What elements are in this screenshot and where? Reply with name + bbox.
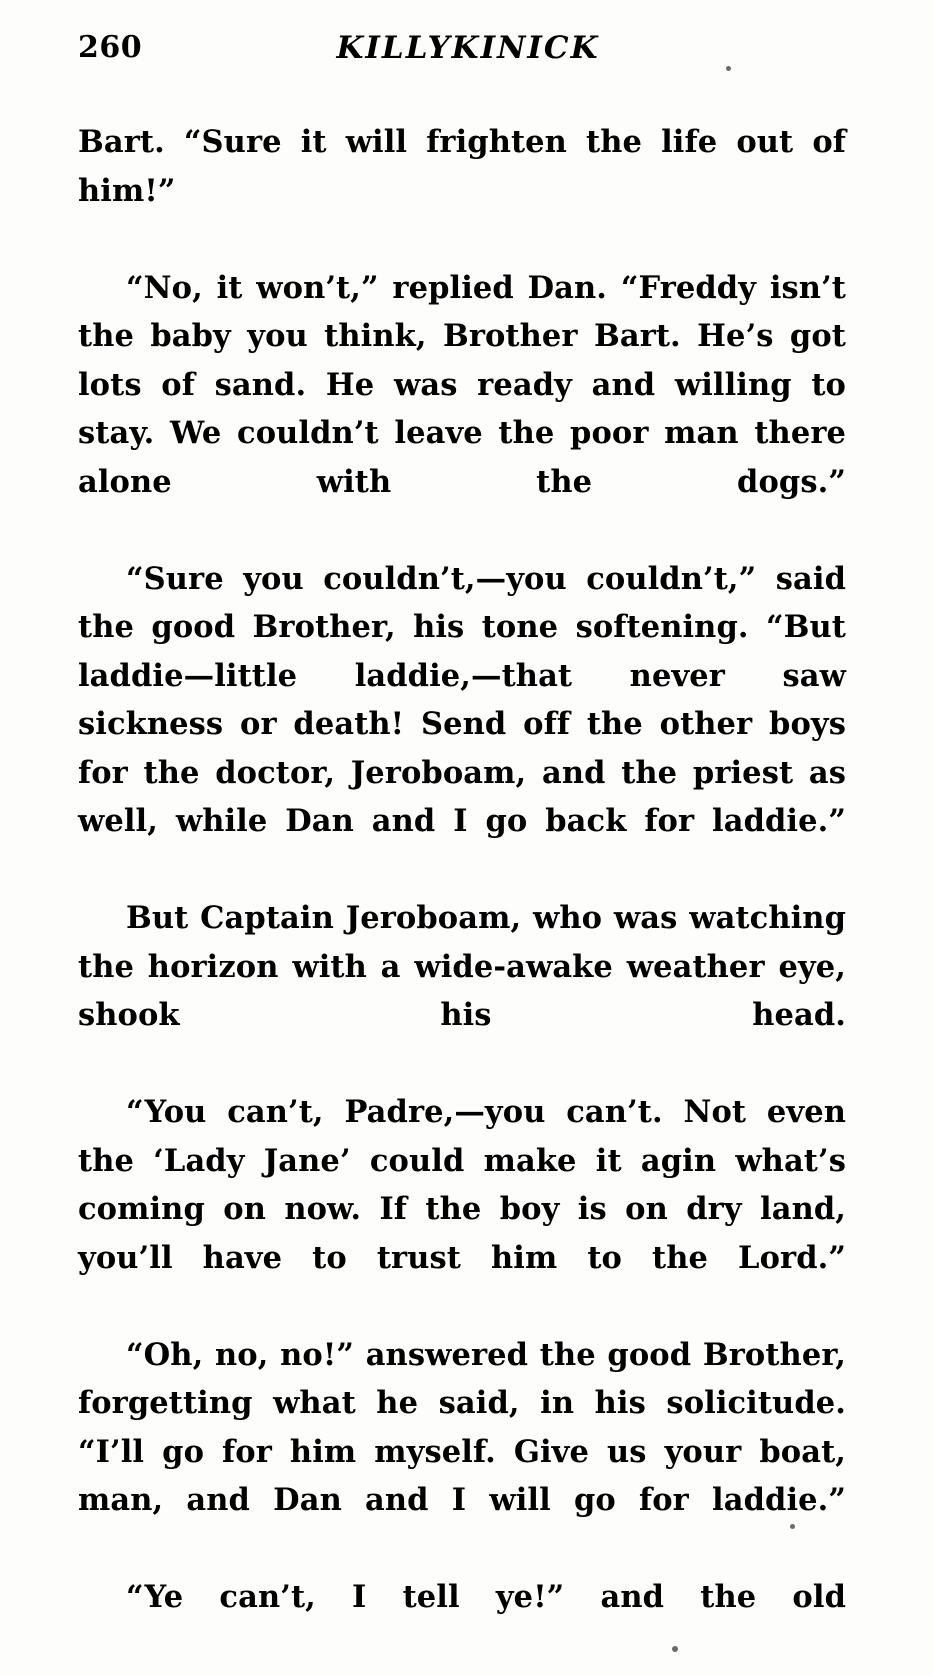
scan-speck-icon: [672, 1646, 678, 1652]
page-header: [78, 30, 858, 80]
scan-speck-icon: [790, 1524, 795, 1529]
scan-speck-icon: [726, 66, 731, 71]
page-body: [78, 118, 846, 1670]
paragraph: “Oh, no, no!” answered the good Brother, forgetting what he said, in his solicitude. “I’ll go for him myself. Give us your boat, man, and Dan and I will go for laddie.”: [78, 1336, 846, 1518]
paragraph: But Captain Jeroboam, who was watching the horizon with a wide-awake weather eye, shook his head.: [78, 900, 846, 1033]
paragraph: “No, it won’t,” replied Dan. “Freddy isn’t the baby you think, Brother Bart. He’s got lots of sand. He was ready and willing to stay. We couldn’t leave the poor man there alone with the dogs.”: [78, 269, 846, 500]
running-title: KILLYKINICK: [336, 30, 600, 66]
paragraph: Bart. “Sure it will frighten the life out of him!”: [78, 124, 846, 209]
paragraph: “Ye can’t, I tell ye!” and the old: [126, 1579, 846, 1615]
paragraph: “Sure you couldn’t,—you couldn’t,” said the good Brother, his tone softening. “But laddie—little laddie,—that never saw sickness or death! Send off the other boys for the doctor, Jeroboam, and the priest as well, while Dan and I go back for laddie.”: [78, 560, 846, 839]
page-number: 260: [78, 30, 143, 65]
paragraph: “You can’t, Padre,—you can’t. Not even the ‘Lady Jane’ could make it agin what’s coming on now. If the boy is on dry land, you’ll have to trust him to the Lord.”: [78, 1094, 846, 1276]
